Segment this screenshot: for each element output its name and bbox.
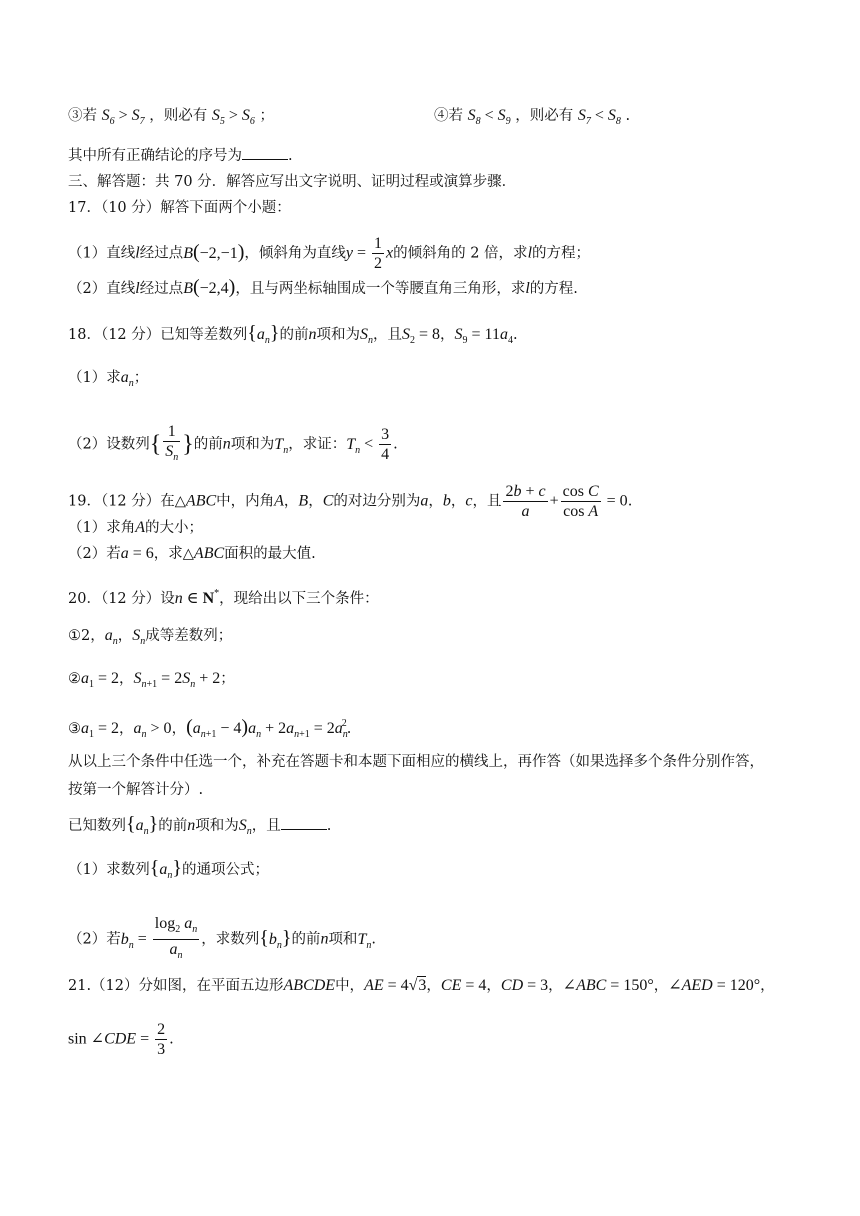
condition-2: $②a_1 = 2$，$S_{n+1} = 2S_n + 2$；: [68, 670, 235, 690]
question-19-part-1: （1）求角A的大小；: [68, 519, 204, 536]
question-17-heading: 17．（10 分）解答下面两个小题：: [68, 200, 291, 216]
condition-blank: [281, 817, 327, 830]
statement-4: ④若 $S_8 < S_9$ ，则必有 $S_7 < S_8$ .: [434, 107, 631, 127]
statement-3: ③若 $S_6 > S_7$ ，则必有 $S_5 > S_6$ ；: [68, 107, 274, 127]
question-18-part-2: （2）设数列{ $\frac{1}{S_n}$ }的前n项和为$T_n$，求证：$T_n$ < $\frac{3}{4}$ .: [68, 423, 398, 463]
question-17-part-2: （2）直线l经过点B(−2,4)，且与两坐标轴围成一个等腰直角三角形，求l的方程.: [68, 276, 578, 298]
question-18: 18．（12 分）已知等差数列$\{a_n\}$的前n项和为$S_n$，且$S_2 = 8$，$S_9 = 11a_4$.: [68, 322, 518, 346]
instruction-line-2: 按第一个解答计分）.: [68, 782, 204, 798]
question-20-known: 已知数列$\{a_n\}$的前n项和为$S_n$，且 .: [68, 813, 332, 837]
condition-3: $③a_1 = 2$，$a_n > 0$，$(a_{n+1} - 4)a_n + 2a_{n+1} = 2a_n^2$.: [68, 716, 352, 740]
answer-prompt: 其中所有正确结论的序号为 .: [68, 148, 293, 164]
condition-1: ①2，$a_n$，$S_n$成等差数列；: [68, 627, 233, 647]
question-20: 20．（12 分）设n ∈ N*，现给出以下三个条件：: [68, 588, 379, 607]
question-18-part-1: （1）求$a_n$；: [68, 369, 149, 389]
section-heading: 三、解答题：共 70 分．解答应写出文字说明、证明过程或演算步骤．: [68, 174, 517, 190]
question-17-part-1: （1）直线l经过点B(−2,−1)，倾斜角为直线y = $\frac{1}{2}$ x的倾斜角的 2 倍，求l的方程；: [68, 235, 591, 272]
question-19: 19．（12 分）在△ABC中，内角A，B，C的对边分别为a，b，c，且 $\frac{2b + c}{a}$ + $\frac{\text{cos C}}{\text{cos A}}$ = 0.: [68, 483, 633, 520]
question-21: 21.（12）分如图，在平面五边形ABCDE中，AE = 4√3，CE = 4，CD = 3，∠ABC = 150°，∠AED = 120°，: [68, 977, 775, 994]
question-20-part-2: （2）若$b_n$ = $\frac{\log_2 a_n}{a_n}$ ，求数列$\{b_n\}$的前n项和$T_n$.: [68, 915, 376, 961]
answer-blank: [242, 147, 288, 160]
question-19-part-2: （2）若a = 6，求△ABC面积的最大值.: [68, 545, 316, 562]
instruction-line-1: 从以上三个条件中任选一个，补充在答题卡和本题下面相应的横线上，再作答（如果选择多个条件分别作答，: [68, 754, 764, 770]
question-21-sine: sin ∠CDE = $\frac{2}{3}$ .: [68, 1021, 174, 1058]
question-20-part-1: （1）求数列$\{a_n\}$的通项公式；: [68, 857, 269, 881]
